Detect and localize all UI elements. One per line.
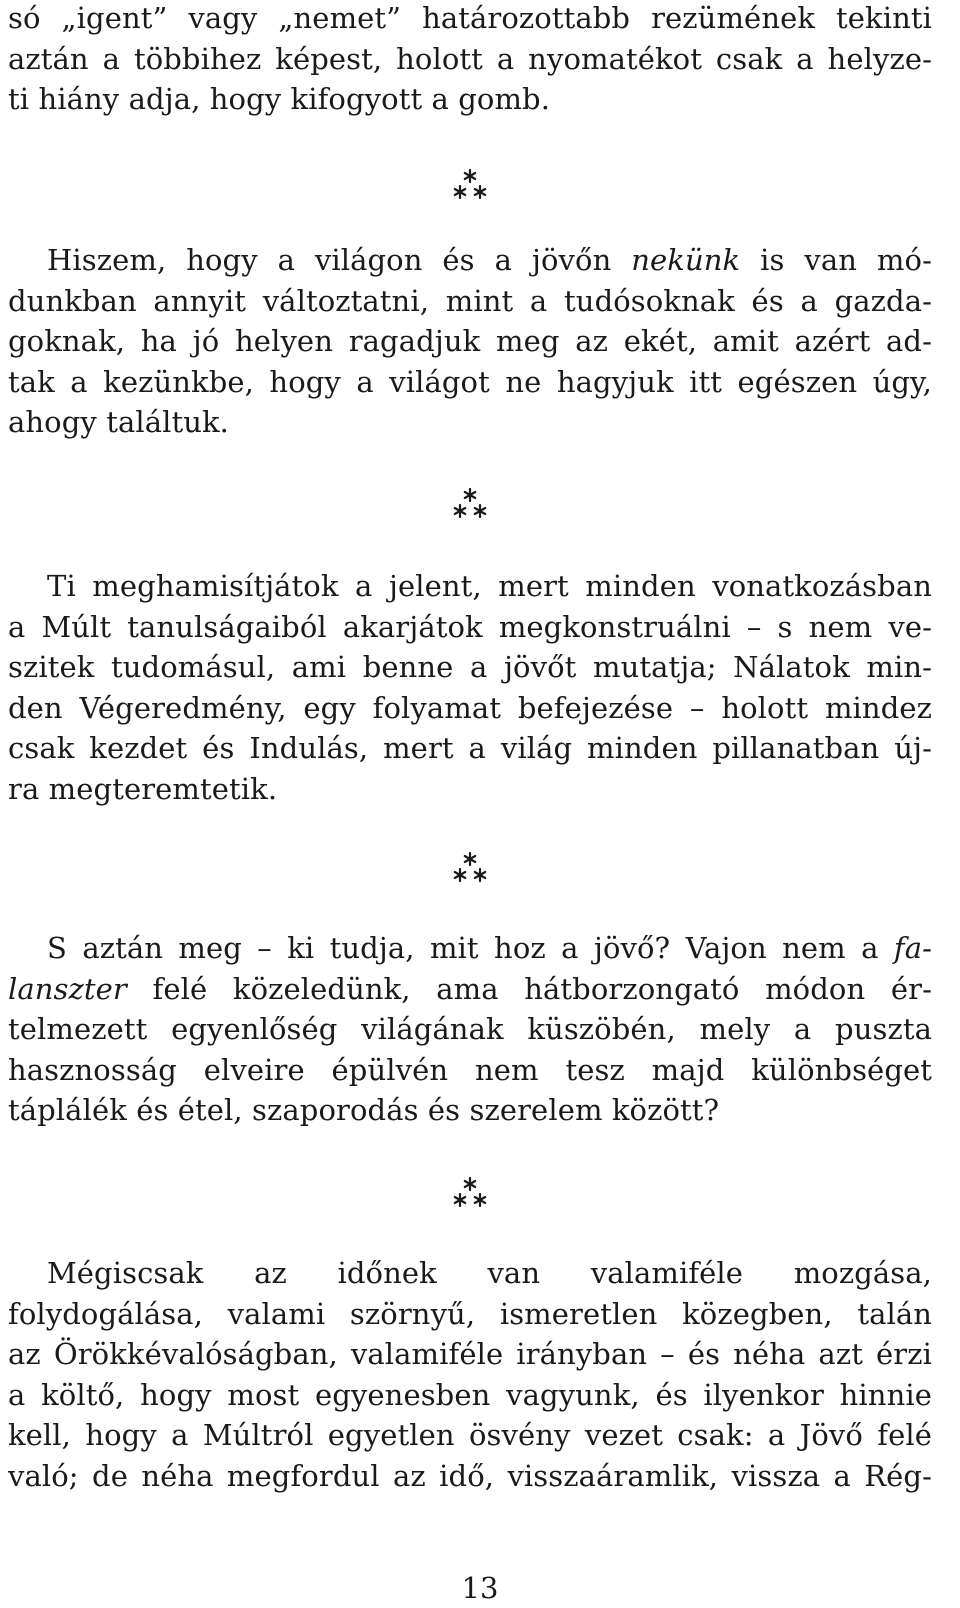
emphasis: nekünk [631,243,741,277]
paragraph-1 [8,0,932,120]
text-line: Mégiscsak az időnek van valamiféle mozgása, [47,1256,932,1290]
text-segment: Hiszem, hogy a világon és a jövőn [47,243,632,277]
text-line: dunkban annyit változtatni, mint a tudósoknak és a gazda- [8,283,932,318]
emphasis: lanszter [8,971,127,1006]
text-line: az Örökkévalóságban, valamiféle irányban – és néha azt érzi [8,1337,932,1372]
paragraph-2 [8,240,932,443]
text-line: folydogálása, valami szörnyű, ismeretlen közegben, talán [8,1296,932,1331]
text-segment: S aztán meg – ki tudja, mit hoz a jövő? Vajon nem a [47,931,894,965]
paragraph-3 [8,566,932,810]
text-line: ra megteremtetik. [8,771,278,806]
text-line: aztán a többihez képest, holott a nyomatékot csak a helyze- [8,41,932,76]
text-line: a költő, hogy most egyenesben vagyunk, és ilyenkor hinnie [8,1377,932,1412]
text-segment: felé közeledünk, ama hátborzongató módon ér- [126,971,932,1006]
text-line: goknak, ha jó helyen ragadjuk meg az ekét, amit azért ad- [8,324,932,359]
text-line: telmezett egyenlőség világának küszöbén, mely a puszta [8,1012,932,1047]
asterism-icon [440,851,500,891]
text-line: ti hiány adja, hogy kifogyott a gomb. [8,82,551,117]
text-line: den Végeredmény, egy folyamat befejezése – holott mindez [8,690,932,725]
text-line: tak a kezünkbe, hogy a világot ne hagyjuk itt egészen úgy, [8,364,932,399]
emphasis: fa- [893,931,932,965]
paragraph-5 [8,1253,932,1497]
paragraph-4 [8,928,932,1131]
text-line: kell, hogy a Múltról egyetlen ösvény vezet csak: a Jövő felé [8,1418,932,1453]
text-line: csak kezdet és Indulás, mert a világ minden pillanatban új- [8,731,932,766]
text-line: a Múlt tanulságaiból akarjátok megkonstruálni – s nem ve- [8,609,932,644]
text-line: táplálék és étel, szaporodás és szerelem között? [8,1093,720,1128]
text-segment: is van mó- [740,243,932,277]
asterism-icon [440,487,500,527]
text-line: való; de néha megfordul az idő, visszaáramlik, vissza a Rég- [8,1458,932,1493]
text-line: ahogy találtuk. [8,405,229,440]
text-line: szitek tudomásul, ami benne a jövőt mutatja; Nálatok min- [8,650,932,685]
asterism-icon [440,1176,500,1216]
text-line: só „igent” vagy „nemet” határozottabb rezümének tekinti [8,1,932,35]
text-line: hasznosság elveire épülvén nem tesz majd különbséget [8,1052,932,1087]
text-line [8,969,932,1010]
asterism-icon [440,168,500,208]
text-line [8,928,932,969]
page-number: 13 [461,1571,499,1605]
text-line: Ti meghamisítjátok a jelent, mert minden vonatkozásban [47,569,932,603]
text-line [8,240,932,281]
